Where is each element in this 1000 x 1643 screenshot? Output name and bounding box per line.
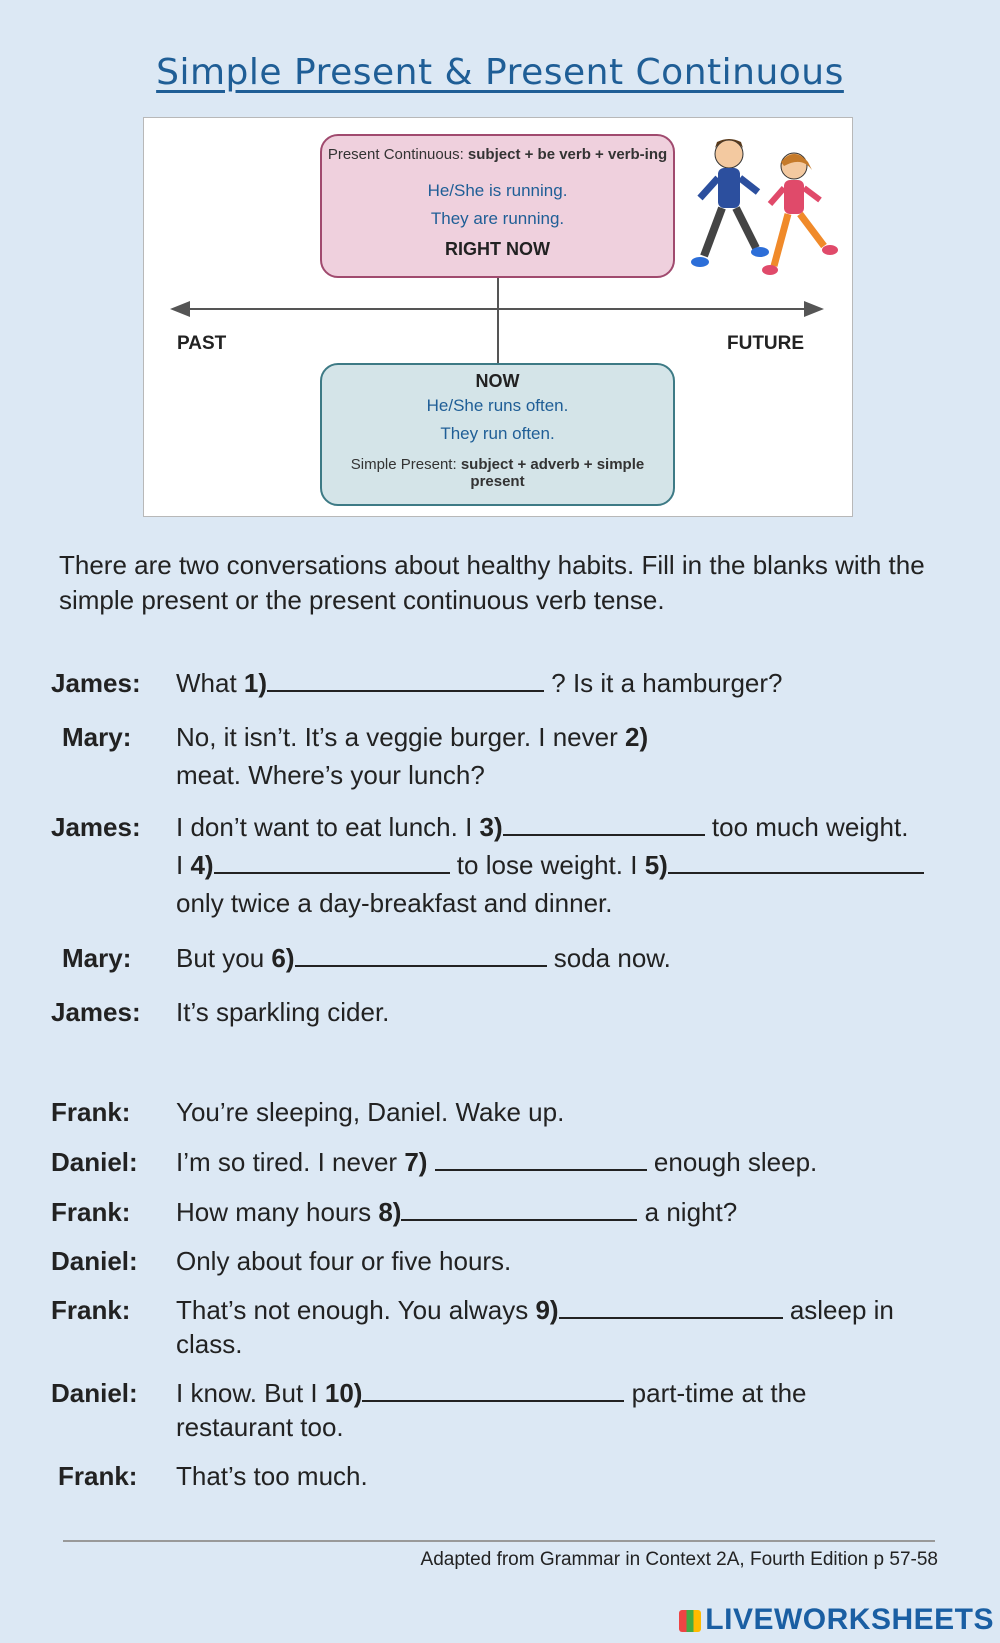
formula-label: Present Continuous: [327,146,464,163]
answer-blank-8[interactable] [401,1193,637,1221]
text-segment: I know. But I [176,1378,325,1408]
speaker-label: Mary: [62,722,132,752]
speaker-label: Mary: [62,943,132,973]
dialogue-text: class. [176,1329,243,1359]
text-segment: How many hours [176,1197,379,1227]
text-segment: soda now. [546,943,671,973]
dialogue-text [176,718,648,756]
text-segment: I [176,850,191,880]
speaker-label: Frank: [58,1461,138,1491]
speaker-label: James: [51,812,141,842]
simple-present-box [320,363,675,506]
blank-number: 5) [644,850,668,880]
text-segment: I don’t want to eat lunch. I [176,812,480,842]
dialogue-text: You’re sleeping, Daniel. Wake up. [176,1097,565,1127]
liveworksheets-logo[interactable] [679,1603,994,1637]
text-segment: asleep in [782,1295,894,1325]
answer-blank-1[interactable] [267,664,544,692]
dialogue-text: meat. Where’s your lunch? [176,760,485,790]
answer-blank-4[interactable] [214,846,450,874]
simple-present-formula [322,456,673,490]
formula-text: subject + be verb + verb-ing [467,146,668,163]
liveworksheets-icon [679,1610,701,1632]
answer-blank-7[interactable] [435,1143,647,1171]
speaker-label: Frank: [51,1295,131,1325]
speaker-label: James: [51,668,141,698]
text-segment: But you [176,943,272,973]
dialogue-text: That’s too much. [176,1461,368,1491]
dialogue-text: only twice a day-breakfast and dinner. [176,888,613,918]
runners-illustration [684,126,849,286]
worksheet-title: Simple Present & Present Continuous [156,52,844,93]
source-citation: Adapted from Grammar in Context 2A, Fourth Edition p 57-58 [420,1549,938,1570]
text-segment: too much weight. [704,812,909,842]
text-segment: No, it isn’t. It’s a veggie burger. I never [176,722,625,752]
formula-text: subject + adverb + simple present [460,456,645,490]
speaker-label: James: [51,997,141,1027]
tense-timeline-diagram [143,117,853,517]
instructions: There are two conversations about healthy habits. Fill in the blanks with the simple present or the present continuous verb tense. [59,550,925,615]
speaker-label: Frank: [51,1197,131,1227]
timeline [174,308,814,310]
example-line: He/She is running. [427,181,568,200]
blank-number: 3) [479,812,503,842]
present-continuous-box [320,134,675,278]
formula-label: Simple Present: [350,456,457,473]
dialogue-text [176,1193,737,1231]
example-line: He/She runs often. [426,396,569,415]
blank-number: 4) [190,850,214,880]
speaker-label: Daniel: [51,1147,138,1177]
dialogue-text: It’s sparkling cider. [176,997,390,1027]
blank-number: 2) [624,722,649,752]
now-marker [497,278,499,363]
text-segment: enough sleep. [646,1147,818,1177]
dialogue-text: restaurant too. [176,1412,344,1442]
dialogue-text [176,1143,817,1181]
present-continuous-formula [322,146,673,163]
answer-blank-3[interactable] [503,808,705,836]
text-segment: That’s not enough. You always [176,1295,536,1325]
answer-blank-10[interactable] [362,1374,624,1402]
now-caption: NOW [475,371,520,391]
dialogue-text [176,1291,894,1329]
blank-number: 8) [378,1197,402,1227]
dialogue-text [176,846,924,884]
speaker-label: Frank: [51,1097,131,1127]
answer-blank-5[interactable] [668,846,924,874]
right-now-caption: RIGHT NOW [445,239,550,259]
text-segment: a night? [637,1197,738,1227]
blank-number: 9) [535,1295,559,1325]
dialogue-text [176,808,908,846]
text-segment: to lose weight. I [449,850,645,880]
dialogue-text [176,1374,807,1412]
example-line: They run often. [440,424,555,443]
blank-number: 10) [324,1378,363,1408]
example-line: They are running. [430,209,565,228]
arrow-right-icon [804,301,824,317]
future-label: FUTURE [727,333,805,354]
text-segment: I’m so tired. I never [176,1147,405,1177]
blank-number: 7) [404,1147,428,1177]
brand-text: LIVEWORKSHEETS [705,1603,994,1636]
text-segment: part-time at the [624,1378,807,1408]
answer-blank-6[interactable] [295,939,547,967]
dialogue-text [176,664,783,702]
speaker-label: Daniel: [51,1378,138,1408]
past-label: PAST [177,333,227,354]
blank-number: 6) [271,943,295,973]
footer-divider [63,1540,935,1542]
text-segment: ? Is it a hamburger? [544,668,783,698]
answer-blank-9[interactable] [559,1291,783,1319]
text-segment: What [176,668,244,698]
dialogue-text: Only about four or five hours. [176,1246,512,1276]
dialogue-text [176,939,671,977]
speaker-label: Daniel: [51,1246,138,1276]
blank-number: 1) [243,668,268,698]
